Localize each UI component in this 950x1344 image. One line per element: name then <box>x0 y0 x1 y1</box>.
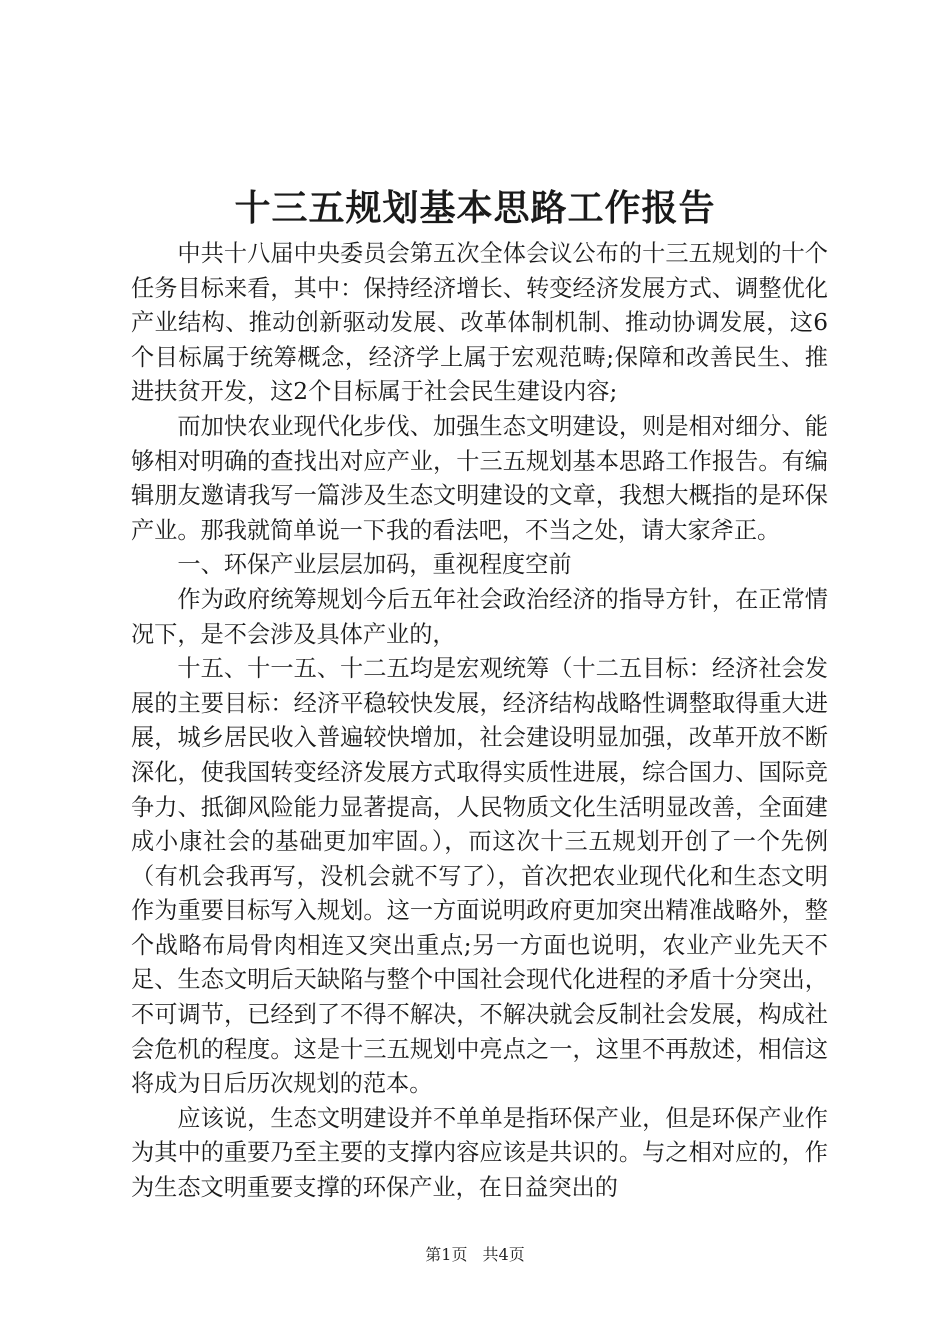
page-number: 第1页 <box>425 1245 468 1264</box>
page-total: 共4页 <box>482 1245 525 1264</box>
paragraph-ecology: 而加快农业现代化步伐、加强生态文明建设，则是相对细分、能够相对明确的查找出对应产业，十三五规划基本思路工作报告。有编辑朋友邀请我写一篇涉及生态文明建设的文章，我想大概指的是环保产业。那我就简单说一下我的看法吧，不当之处，请大家斧正。 <box>131 412 828 544</box>
paragraph-intro: 中共十八届中央委员会第五次全体会议公布的十三五规划的十个任务目标来看，其中：保持经济增长、转变经济发展方式、调整优化产业结构、推动创新驱动发展、改革体制机制、推动协调发展，这6个目标属于统筹概念，经济学上属于宏观范畴;保障和改善民生、推进扶贫开发，这2个目标属于社会民生建设内容; <box>131 240 828 406</box>
paragraph-guideline: 作为政府统筹规划今后五年社会政治经济的指导方针，在正常情况下，是不会涉及具体产业的， <box>131 585 828 648</box>
document-body <box>131 237 828 1206</box>
paragraph-history: 十五、十一五、十二五均是宏观统筹（十二五目标：经济社会发展的主要目标：经济平稳较快发展，经济结构战略性调整取得重大进展，城乡居民收入普遍较快增加，社会建设明显加强，改革开放不断深化，使我国转变经济发展方式取得实质性进展，综合国力、国际竞争力、抵御风险能力显著提高，人民物质文化生活明显改善，全面建成小康社会的基础更加牢固。），而这次十三五规划开创了一个先例（有机会我再写，没机会就不写了），首次把农业现代化和生态文明作为重要目标写入规划。这一方面说明政府更加突出精准战略外，整个战略布局骨肉相连又突出重点;另一方面也说明，农业产业先天不足、生态文明后天缺陷与整个中国社会现代化进程的矛盾十分突出，不可调节，已经到了不得不解决，不解决就会反制社会发展，构成社会危机的程度。这是十三五规划中亮点之一，这里不再敖述，相信这将成为日后历次规划的范本。 <box>131 655 828 1098</box>
document-title: 十三五规划基本思路工作报告 <box>234 187 716 229</box>
page-footer <box>0 1243 950 1267</box>
paragraph-consensus: 应该说，生态文明建设并不单单是指环保产业，但是环保产业作为其中的重要乃至主要的支撑内容应该是共识的。与之相对应的，作为生态文明重要支撑的环保产业，在日益突出的 <box>131 1104 828 1202</box>
section-heading-1: 一、环保产业层层加码，重视程度空前 <box>177 551 572 579</box>
